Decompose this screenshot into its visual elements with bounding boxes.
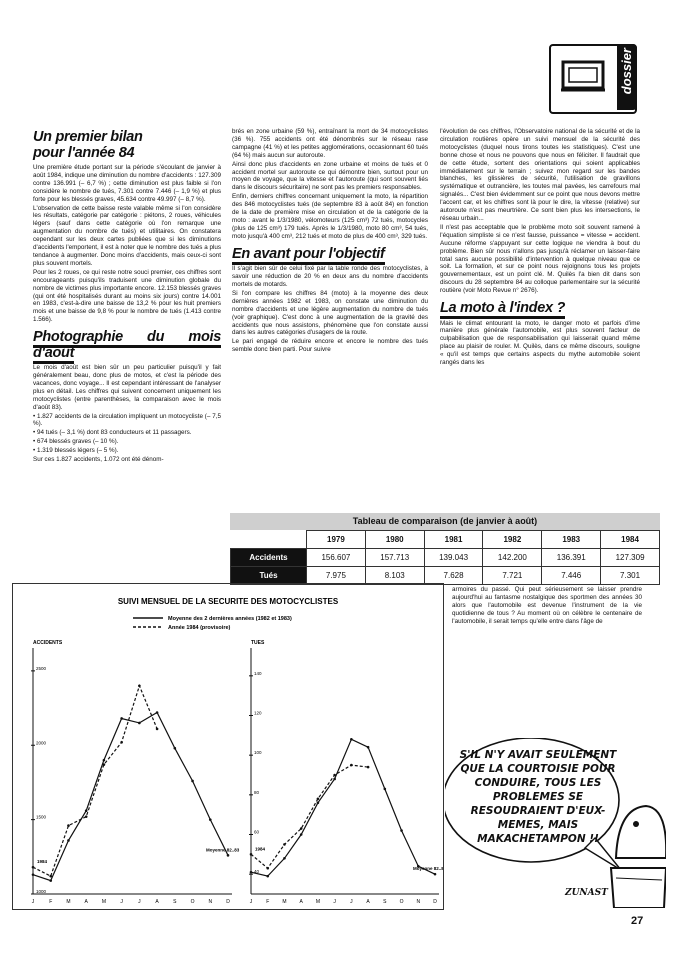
table-cell: 7.721 bbox=[483, 567, 542, 585]
table-title: Tableau de comparaison (de janvier à août) bbox=[230, 513, 660, 530]
table-cell: 157.713 bbox=[365, 549, 424, 567]
paragraph: Si l'on compare les chiffres 84 (moto) à la moyenne des deux dernières années 1982 et 1983, on constate une diminution du nombre d'accidents et une légère augmentation du nombre de tués (voir graphique). C'est donc à une augmentation de la gravité des accidents que nous assistons, phénomène que l'on constate aussi dans les autres catégories d'usagers de la route. bbox=[232, 289, 428, 337]
x-tick-label: A bbox=[155, 899, 159, 905]
y-axis-label: ACCIDENTS bbox=[33, 640, 63, 646]
data-point bbox=[85, 809, 88, 812]
chart-svg bbox=[13, 584, 443, 909]
data-point bbox=[283, 857, 286, 860]
row-label: Accidents bbox=[231, 549, 307, 567]
paragraph: Ainsi donc plus d'accidents en zone urbaine et moins de tués et 0 accident mortel sur autoroute ce qui démontre bien, surtout pour un moyen de voyage, que la vitesse et l'autoroute (qui sont souvent liés dans le discours sécuritaire) ne sont pas les premiers responsables. bbox=[232, 160, 428, 192]
y-tick-label: 1000 bbox=[36, 889, 47, 894]
data-point bbox=[317, 798, 320, 801]
series-line-1984 bbox=[251, 765, 368, 868]
table-cell: 127.309 bbox=[601, 549, 660, 567]
paragraph: L'observation de cette baisse reste valable même si l'on considère les résultats, catégorie par catégorie : piétons, 2 roues, véhicules légers (sauf dans cette catégorie où l'on remarque une augmentation du nombre de tués) et utilitaires. On constatera cependant sur les deux cartes publiées que si les diminutions d'accidents l'emportent, il est à noter que le nombre des tués a plus tendance à augmenter. Donc moins d'accidents, mais ceux-ci sont plus souvent mortels. bbox=[33, 204, 221, 267]
table-cell: 7.301 bbox=[601, 567, 660, 585]
data-point bbox=[333, 774, 336, 777]
dossier-label: dossier bbox=[619, 48, 634, 95]
paragraph: Le mois d'août est bien sûr un peu particulier puisqu'il y fait généralement beau, donc plus de motos, et c'est la période des vacances, donc voyage... Il est cependant intéressant de l'analyser plus en détail. Les chiffres qui suivent concernent uniquement les motocyclistes (entre parenthèses, la comparaison avec le mois d'août 83). bbox=[33, 364, 221, 411]
speech-text: S'IL N'Y AVAIT SEULEMENT QUE LA COURTOISIE POUR CONDUIRE, TOUS LES PROBLEMES SE RESOUDRAIENT D'EUX-MEMES, MAIS MAKACHETAMPON !! bbox=[459, 749, 617, 845]
heading-objectif: En avant pour l'objectif bbox=[232, 247, 428, 263]
x-tick-label: A bbox=[366, 899, 370, 905]
data-point bbox=[333, 778, 336, 781]
data-point bbox=[266, 867, 269, 870]
paragraph: Une première étude portant sur la période s'écoulant de janvier à août 1984, indique une diminution du nombre d'accidents : 127.309 contre 136.991 (– 6,7 %) ; cette diminution est plus faible si l'on considère le nombre de tués, 7.301 contre 7.446 (– 1,9 %) et plus forte pour les blessés graves, 45.634 contre 49.997 (– 8,7 %). bbox=[33, 164, 221, 203]
table-header-row bbox=[231, 531, 660, 549]
paragraph: Sur ces 1.827 accidents, 1.072 ont été dénom- bbox=[33, 456, 164, 464]
comparison-table bbox=[230, 530, 660, 585]
year-cell: 1984 bbox=[601, 531, 660, 549]
paragraph: Il s'agit bien sûr de celui fixé par la table ronde des motocyclistes, à savoir une réduction de 20 % en deux ans du nombre d'accidents mortels de motards. bbox=[232, 265, 428, 288]
x-tick-label: M bbox=[101, 899, 106, 905]
table-cell: 8.103 bbox=[365, 567, 424, 585]
x-tick-label: N bbox=[416, 899, 421, 905]
x-tick-label: A bbox=[299, 899, 303, 905]
table-cell: 7.446 bbox=[542, 567, 601, 585]
cartoon-character-icon bbox=[606, 788, 666, 908]
annotation-label: 1984 bbox=[37, 859, 48, 865]
data-point bbox=[138, 684, 141, 687]
data-point bbox=[49, 879, 52, 882]
data-point bbox=[266, 875, 269, 878]
series-line-average bbox=[251, 739, 435, 876]
x-tick-label: D bbox=[433, 899, 437, 905]
motorcycle-badge-icon bbox=[553, 48, 613, 110]
annotation-label: 1984 bbox=[255, 846, 266, 852]
data-point bbox=[400, 829, 403, 832]
paragraph: Pour les 2 roues, ce qui reste notre souci premier, ces chiffres sont encourageants puisqu'ils traduisent une diminution globale du nombre de victimes plus importante encore. 12.153 blessés graves (qui ont été hospitalisés durant au moins six jours) contre 14.001 en 1983, c'est-à-dire une baisse de 13,2 % pour les huit premiers mois et une baisse de 9,8 % pour le nombre de tués (1.413 contre 1.566). bbox=[33, 268, 221, 324]
data-point bbox=[49, 875, 52, 878]
data-point bbox=[156, 711, 159, 714]
paragraph: Mais le climat entourant la moto, le danger moto et parfois d'ime manière plus générale l'automobile, est plus souvent facteur de culpabilisation que de responsabilisation qui laisserait quand même place au plaisir de rouler. M. Quilès, dans ce même discours, souligne « qu'il est temps que certains aspects du mythe automobile soient rangés dans les bbox=[440, 319, 640, 367]
x-tick-label: J bbox=[138, 899, 141, 905]
x-tick-label: J bbox=[31, 899, 35, 905]
legend-entry: Année 1984 (provisoire) bbox=[168, 625, 231, 631]
chart-title: SUIVI MENSUEL DE LA SECURITE DES MOTOCYCLISTES bbox=[117, 597, 339, 606]
y-tick-label: 40 bbox=[254, 869, 260, 875]
data-point bbox=[103, 763, 106, 766]
data-point bbox=[283, 843, 286, 846]
data-point bbox=[300, 827, 303, 830]
y-tick-label: 140 bbox=[254, 670, 262, 676]
heading-index: La moto à l'index ? bbox=[440, 301, 640, 317]
data-point bbox=[367, 746, 370, 749]
heading-bilan: Un premier bilan pour l'année 84 bbox=[33, 129, 143, 161]
data-point bbox=[350, 738, 353, 741]
paragraph: Enfin, derniers chiffres concernant uniquement la moto, la répartition des 846 motocyclistes tués (de septembre 83 à août 84) en fonction de la date de première mise en circulation et de la catégorie de la moto : avant le 1/3/1980, vélomoteurs (125 cm³) 72 tués, motocycles (plus de 125 cm³) 179 tués. Après le 1/3/1980, moto 80 cm³, 54 tués, moto jusqu'à 400 cm³, 212 tués et moto de plus de 400 cm³, 329 tués. bbox=[232, 193, 428, 240]
column-1 bbox=[33, 128, 221, 465]
table-cell: 7.975 bbox=[306, 567, 365, 585]
data-point bbox=[103, 759, 106, 762]
table-row bbox=[231, 567, 660, 585]
data-point bbox=[227, 854, 230, 857]
table-cell: 156.607 bbox=[306, 549, 365, 567]
x-tick-label: F bbox=[49, 899, 53, 905]
paragraph: armoires du passé. Qui peut sérieusement se laisser prendre aujourd'hui au fantasme nostalgique des sportmen des années 30 alors que l'automobile est devenue l'instrument de la vie quotidienne de tous ? Au moment où on célèbre le centenaire de l'automobile, il serait temps qu'elle entre dans l'âge de bbox=[452, 586, 642, 625]
x-tick-label: J bbox=[333, 899, 336, 905]
cartoon-signature: ZUNAST bbox=[565, 888, 608, 898]
data-point bbox=[67, 824, 70, 827]
page-number: 27 bbox=[631, 915, 644, 927]
data-point bbox=[250, 853, 253, 856]
x-tick-label: M bbox=[66, 899, 71, 905]
annotation-label: Moyenne 82..83 bbox=[206, 847, 240, 853]
row-label: Tués bbox=[231, 567, 307, 585]
x-tick-label: S bbox=[173, 899, 177, 905]
y-tick-label: 100 bbox=[254, 750, 262, 756]
paragraph: • 1.319 blessés légers (– 5 %). bbox=[33, 447, 119, 455]
x-tick-label: D bbox=[226, 899, 230, 905]
data-point bbox=[120, 717, 123, 720]
x-tick-label: J bbox=[120, 899, 123, 905]
paragraph: • 1.827 accidents de la circulation impliquent un motocycliste (– 7,5 %). bbox=[33, 412, 221, 428]
y-tick-label: 1500 bbox=[36, 814, 47, 820]
data-point bbox=[32, 866, 35, 869]
data-point bbox=[67, 839, 70, 842]
series-line-average bbox=[33, 713, 228, 881]
paragraph: brés en zone urbaine (59 %), entraînant la mort de 34 motocyclistes (36 %). 755 accidents ont été dénombrés sur le réseau rase campagne (41 %) et les petites agglomérations, occasionnant 60 tués (64 %) mais aucun sur autoroute. bbox=[232, 128, 428, 159]
column-3 bbox=[440, 128, 640, 368]
y-tick-label: 2500 bbox=[36, 665, 47, 671]
y-tick-label: 80 bbox=[254, 789, 260, 795]
x-tick-label: A bbox=[84, 899, 88, 905]
data-point bbox=[367, 766, 370, 769]
year-cell: 1979 bbox=[306, 531, 365, 549]
year-cell: 1983 bbox=[542, 531, 601, 549]
data-point bbox=[300, 833, 303, 836]
data-point bbox=[384, 788, 387, 791]
chart-panel bbox=[12, 583, 444, 910]
paragraph: • 674 blessés graves (– 10 %). bbox=[33, 438, 119, 446]
data-point bbox=[32, 873, 35, 876]
y-tick-label: 2000 bbox=[36, 740, 47, 746]
dossier-logo bbox=[549, 44, 637, 114]
year-cell: 1980 bbox=[365, 531, 424, 549]
column-2 bbox=[232, 128, 428, 355]
table-cell: 142.200 bbox=[483, 549, 542, 567]
heading-photo: Photographie du mois d'août bbox=[33, 330, 221, 361]
x-tick-label: F bbox=[266, 899, 270, 905]
y-tick-label: 60 bbox=[254, 829, 260, 835]
x-tick-label: J bbox=[350, 899, 353, 905]
table-cell: 139.043 bbox=[424, 549, 483, 567]
year-cell: 1981 bbox=[424, 531, 483, 549]
x-tick-label: M bbox=[315, 899, 320, 905]
data-point bbox=[209, 818, 212, 821]
data-point bbox=[120, 741, 123, 744]
y-tick-label: 120 bbox=[254, 710, 262, 716]
x-tick-label: S bbox=[383, 899, 387, 905]
data-point bbox=[350, 764, 353, 767]
data-point bbox=[138, 722, 141, 725]
x-tick-label: M bbox=[282, 899, 287, 905]
table-row bbox=[231, 549, 660, 567]
legend-entry: Moyenne des 2 dernières années (1982 et 1983) bbox=[168, 616, 292, 622]
x-tick-label: J bbox=[249, 899, 253, 905]
x-tick-label: O bbox=[399, 899, 404, 905]
data-point bbox=[85, 815, 88, 818]
data-point bbox=[191, 780, 194, 783]
data-point bbox=[156, 728, 159, 731]
table-cell: 7.628 bbox=[424, 567, 483, 585]
data-point bbox=[250, 871, 253, 874]
year-cell: 1982 bbox=[483, 531, 542, 549]
series-line-1984 bbox=[33, 686, 157, 876]
paragraph: Le pari engagé de réduire encore et encore le nombre des tués semble donc bien parti. Pour suivre bbox=[232, 338, 428, 354]
column-3-bottom bbox=[452, 586, 642, 627]
data-point bbox=[434, 873, 437, 876]
paragraph: l'évolution de ces chiffres, l'Observatoire national de la sécurité et de la circulation routières opère un suivi mensuel de la sécurité des motocyclistes (duquel nous tirons toutes les statistiques). C'est une bonne chose et nous ne pouvons que nous en féliciter. Il faudrait que de cette étude, sortent des orientations qui soient applicables immédiatement sur le terrain ; suivez mon regard sur les bandes blanches, les glissières de sécurité, l'utilisation de gravillons systématique et outrancière, les toutes mal pavées, les carrefours mal signalés... C'est bien évidemment sur ce point que nous devons mettre l'accent car, et les chiffres sont là pour le dire, la vitesse (relative) sur autoroute n'est pas meurtrière. Ce sont bien plus les intersections, le réseau urbain... bbox=[440, 128, 640, 222]
table-cell: 136.391 bbox=[542, 549, 601, 567]
x-tick-label: O bbox=[190, 899, 195, 905]
x-tick-label: N bbox=[208, 899, 213, 905]
data-point bbox=[174, 747, 177, 750]
annotation-label: Moyenne 82..83 bbox=[413, 866, 443, 872]
paragraph: Il n'est pas acceptable que le problème moto soit souvent ramené à l'équation simpliste si ce n'est fausse, puissance = vitesse = accident. Aucune réforme s'appuyant sur cette logique ne viendra à bout du problème. Bien sûr nous n'allons pas jusqu'à réclamer un laisser-faire total sans aucune possibilité d'intervention à quelque niveau que ce soit. La formation, et sur ce point nous rejoignons tous les projets gouvernementaux, est un point clé. M. Quilès l'a bien dit dans son discours du 28 septembre 84 au colloque parlementaire sur la sécurité routière (voir Moto Revue n° 2676). bbox=[440, 223, 640, 295]
paragraph: • 94 tués (– 3,1 %) dont 83 conducteurs et 11 passagers. bbox=[33, 429, 192, 437]
y-axis-label: TUES bbox=[251, 640, 265, 646]
data-point bbox=[317, 801, 320, 804]
